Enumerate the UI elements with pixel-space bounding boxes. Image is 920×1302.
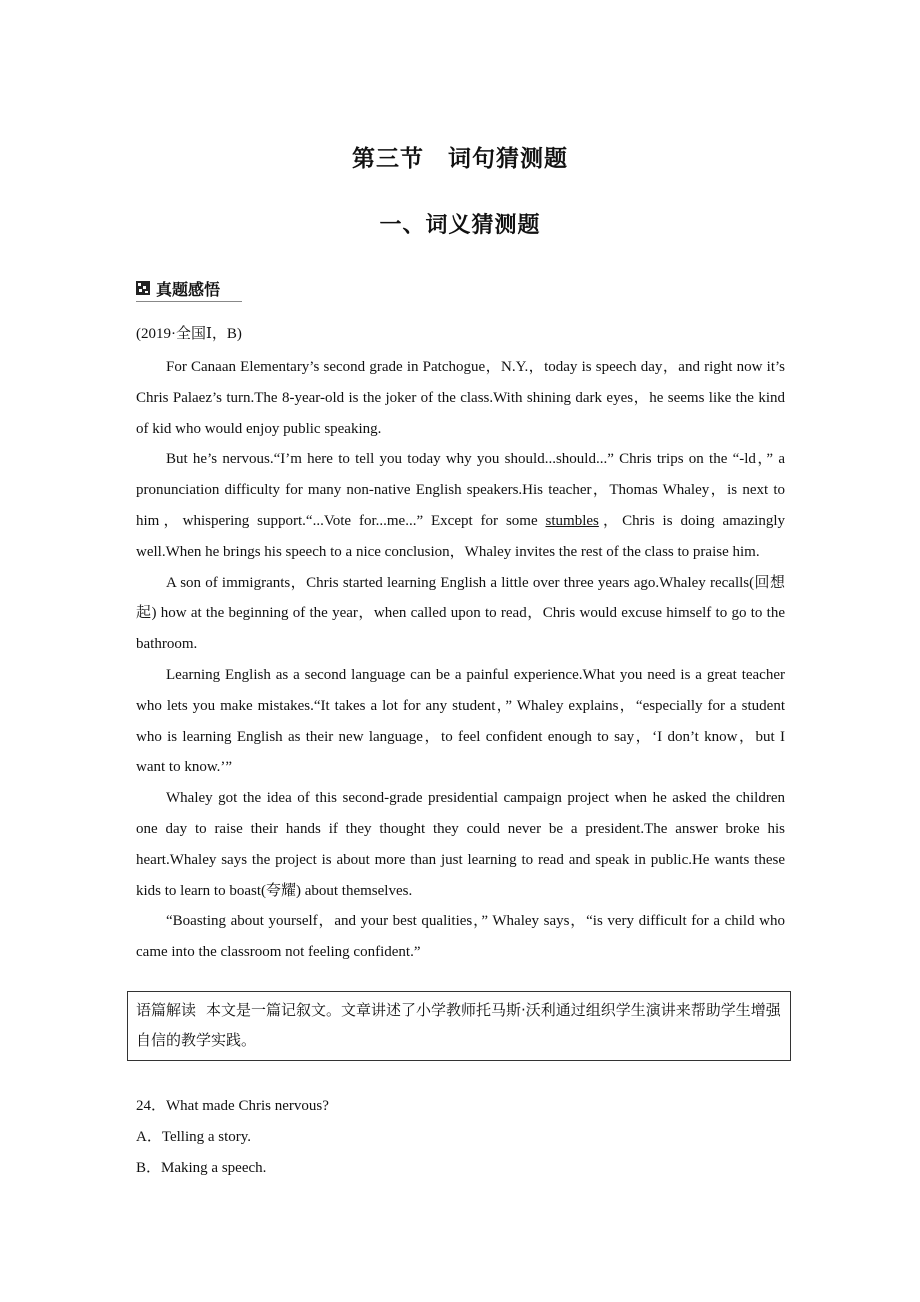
paragraph-1: For Canaan Elementary’s second grade in Patchogue，N.Y.，today is speech day，and right now it’s Chris Palaez’s turn.The 8-year-old is the joker of the class.With shining dark eyes，he seems like the kind of kid who would enjoy public speaking. — [136, 359, 785, 437]
paragraph-4: Learning English as a second language can be a painful experience.What you need is a great teacher who lets you make mistakes.“It takes a lot for any student，” Whaley explains，“especially for a student who is learning English as their new language，to feel confident enough to say，‘I don’t know，but I want to know.’” — [136, 666, 785, 776]
paragraph-2: But he’s nervous.“I’m here to tell you today why you should...should...” Chris trips on the “-ld，” a pronunciation difficulty for many non-native English speakers.His teacher，Thomas Whaley，is next to him，whispering support.“...Vote for...me...” Except for some stumbles，Chris is doing amazingly well.When he brings his speech to a nice conclusion，Whaley invites the rest of the class to praise him. — [136, 451, 786, 560]
option-a: A．Telling a story. — [136, 1129, 252, 1145]
section-label: 真题感悟 — [156, 279, 221, 299]
question-stem: 24．What made Chris nervous? — [136, 1098, 329, 1114]
section-header — [136, 275, 242, 302]
underlined-word: stumbles — [545, 512, 599, 529]
section-marker-icon — [136, 281, 150, 295]
analysis-text: 本文是一篇记叙文。文章讲述了小学教师托马斯·沃利通过组织学生演讲来帮助学生增强自信的教学实践。 — [136, 1001, 781, 1049]
paragraph-3: A son of immigrants，Chris started learning English a little over three years ago.Whaley recalls(回想起) how at the beginning of the year，when called upon to read，Chris would excuse himself to go to the bathroom. — [136, 574, 785, 653]
subsection-title: 一、词义猜测题 — [379, 213, 541, 238]
passage-analysis-box — [127, 991, 791, 1061]
paragraph-6: “Boasting about yourself，and your best qualities，” Whaley says，“is very difficult for a child who came into the classroom not feeling confident.” — [136, 913, 785, 961]
section-title: 第三节 词句猜测题 — [352, 146, 568, 172]
analysis-label: 语篇解读 — [136, 1001, 197, 1019]
option-b: B．Making a speech. — [136, 1160, 267, 1176]
reading-passage — [136, 352, 785, 968]
source-citation: (2019·全国Ⅰ，B) — [136, 326, 242, 342]
paragraph-5: Whaley got the idea of this second-grade presidential campaign project when he asked the children one day to raise their hands if they thought they could never be a president.The answer broke his heart.Whaley says the project is about more than just learning to read and speak in public.He wants these kids to learn to boast(夸耀) about themselves. — [136, 790, 785, 899]
